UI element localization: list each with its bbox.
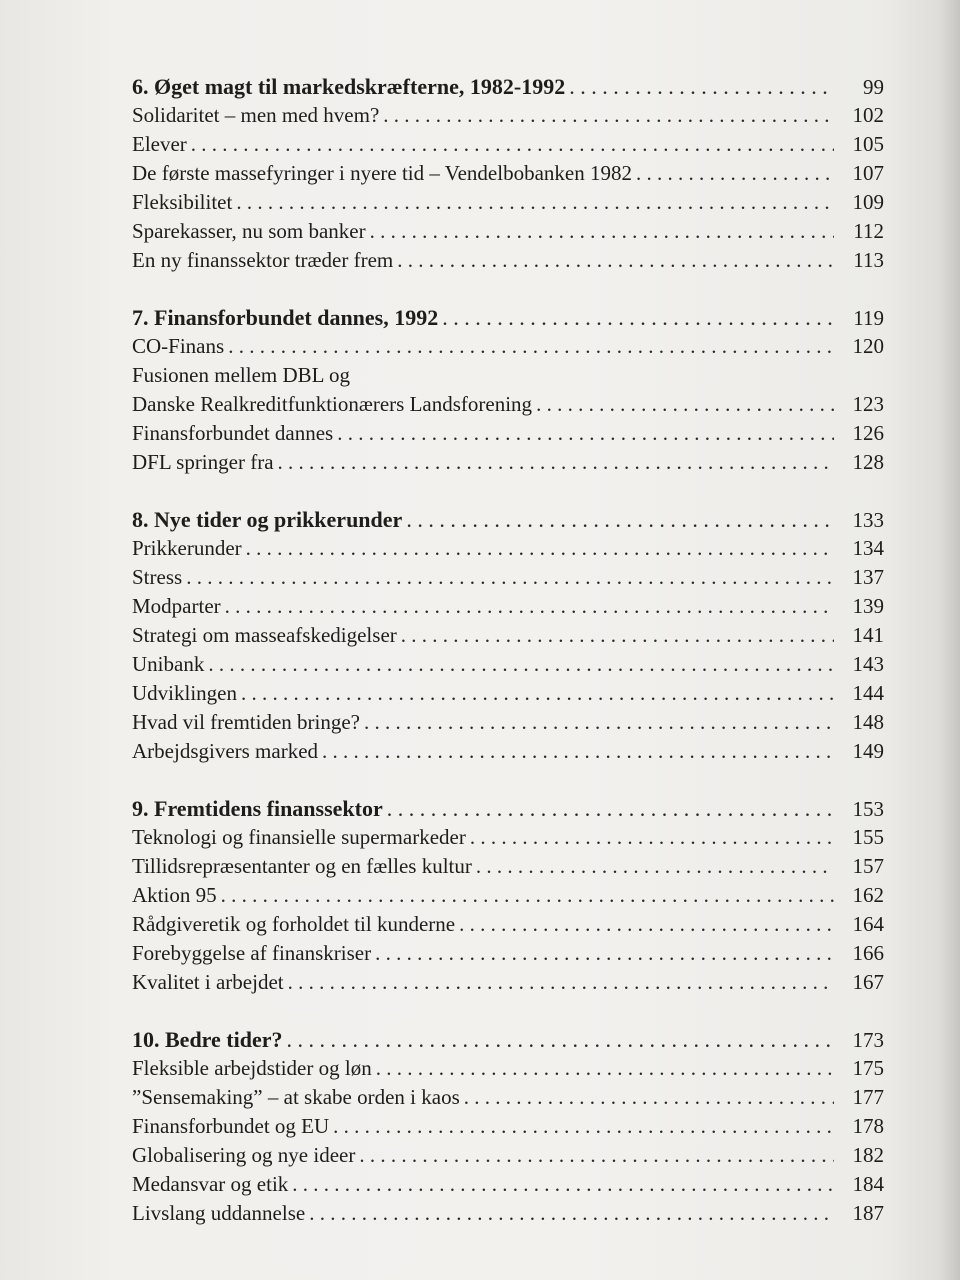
dot-leader	[186, 563, 834, 592]
entry-title: De første massefyringer i nyere tid – Vendelbobanken 1982	[132, 161, 632, 185]
toc-entry	[132, 217, 884, 246]
dot-leader	[225, 592, 834, 621]
entry-title: Arbejdsgivers marked	[132, 739, 319, 763]
entry-title: Prikkerunder	[132, 536, 242, 560]
page-number: 113	[853, 248, 884, 272]
entry-title: Forebyggelse af finanskriser	[132, 941, 372, 965]
dot-leader	[292, 1170, 834, 1199]
page-number: 102	[852, 103, 884, 127]
entry-title: Aktion 95	[132, 883, 217, 907]
entry-title: Solidaritet – men med hvem?	[132, 103, 380, 127]
dot-leader	[375, 939, 834, 968]
dot-leader	[241, 679, 834, 708]
entry-title: Finansforbundet dannes	[132, 421, 334, 445]
entry-title: Fleksible arbejdstider og løn	[132, 1056, 372, 1080]
dot-leader	[287, 1025, 834, 1054]
dot-leader	[636, 159, 834, 188]
page-number: 148	[852, 710, 884, 734]
toc-entry	[132, 1083, 884, 1112]
chapter-heading	[132, 303, 884, 332]
entry-title: Kvalitet i arbejdet	[132, 970, 284, 994]
chapter-heading	[132, 794, 884, 823]
entry-title: DFL springer fra	[132, 450, 274, 474]
toc-entry	[132, 939, 884, 968]
entry-title: Unibank	[132, 652, 205, 676]
page-number: 109	[852, 190, 884, 214]
chapter-7-section	[132, 303, 884, 477]
dot-leader	[191, 130, 834, 159]
dot-leader	[246, 534, 834, 563]
page-number: 182	[852, 1143, 884, 1167]
toc-entry	[132, 1054, 884, 1083]
page-number: 173	[852, 1028, 884, 1052]
dot-leader	[221, 881, 834, 910]
page-number: 126	[852, 421, 884, 445]
page-number: 99	[863, 75, 884, 99]
dot-leader	[208, 650, 834, 679]
chapter-title: 8. Nye tider og prikkerunder	[132, 507, 403, 532]
dot-leader	[376, 1054, 834, 1083]
entry-title: Elever	[132, 132, 187, 156]
chapter-title: 6. Øget magt til markedskræfterne, 1982-1992	[132, 74, 566, 99]
toc-entry	[132, 881, 884, 910]
entry-title: Sparekasser, nu som banker	[132, 219, 366, 243]
dot-leader	[337, 419, 834, 448]
page-number: 128	[852, 450, 884, 474]
toc-entry	[132, 390, 884, 419]
entry-title: ”Sensemaking” – at skabe orden i kaos	[132, 1085, 460, 1109]
page-number: 133	[852, 508, 884, 532]
entry-title: Stress	[132, 565, 183, 589]
chapter-heading	[132, 505, 884, 534]
entry-title: Livslang uddannelse	[132, 1201, 306, 1225]
page-number: 112	[853, 219, 884, 243]
dot-leader	[370, 217, 834, 246]
toc-entry	[132, 679, 884, 708]
page-number: 123	[852, 392, 884, 416]
entry-title: Udviklingen	[132, 681, 237, 705]
toc-entry	[132, 968, 884, 997]
dot-leader	[309, 1199, 834, 1228]
dot-leader	[278, 448, 834, 477]
toc-entry	[132, 361, 884, 390]
toc-entry	[132, 823, 884, 852]
toc-entry	[132, 910, 884, 939]
dot-leader	[464, 1083, 834, 1112]
page-number: 187	[852, 1201, 884, 1225]
page-number: 175	[852, 1056, 884, 1080]
page-number: 166	[852, 941, 884, 965]
dot-leader	[333, 1112, 834, 1141]
dot-leader	[383, 101, 834, 130]
toc-entry	[132, 101, 884, 130]
entry-title: En ny finanssektor træder frem	[132, 248, 394, 272]
toc-entry	[132, 737, 884, 766]
page-number: 149	[852, 739, 884, 763]
chapter-10-section	[132, 1025, 884, 1228]
toc-entry	[132, 650, 884, 679]
chapter-title: 10. Bedre tider?	[132, 1027, 283, 1052]
page-number: 120	[852, 334, 884, 358]
chapter-title: 9. Fremtidens finanssektor	[132, 796, 383, 821]
toc-entry	[132, 1170, 884, 1199]
dot-leader	[536, 390, 834, 419]
page-number: 178	[852, 1114, 884, 1138]
dot-leader	[387, 794, 834, 823]
toc-entry	[132, 563, 884, 592]
page-number: 155	[852, 825, 884, 849]
entry-title: CO-Finans	[132, 334, 225, 358]
page-number: 144	[852, 681, 884, 705]
dot-leader	[228, 332, 834, 361]
chapter-title: 7. Finansforbundet dannes, 1992	[132, 305, 439, 330]
page-number: 177	[852, 1085, 884, 1109]
toc-entry	[132, 852, 884, 881]
dot-leader	[401, 621, 834, 650]
entry-title: Fusionen mellem DBL og	[132, 363, 350, 387]
toc-entry	[132, 419, 884, 448]
toc-entry	[132, 1141, 884, 1170]
page-number: 137	[852, 565, 884, 589]
dot-leader	[406, 505, 834, 534]
dot-leader	[442, 303, 834, 332]
entry-title: Fleksibilitet	[132, 190, 233, 214]
dot-leader	[459, 910, 834, 939]
page-number: 119	[853, 306, 884, 330]
page-number: 141	[852, 623, 884, 647]
chapter-heading	[132, 72, 884, 101]
dot-leader	[569, 72, 834, 101]
page-number: 153	[852, 797, 884, 821]
page-number: 134	[852, 536, 884, 560]
page-number: 139	[852, 594, 884, 618]
toc-entry	[132, 1199, 884, 1228]
page-number: 162	[852, 883, 884, 907]
entry-title: Finansforbundet og EU	[132, 1114, 330, 1138]
dot-leader	[476, 852, 834, 881]
page-number: 105	[852, 132, 884, 156]
toc-entry	[132, 592, 884, 621]
entry-title: Tillidsrepræsentanter og en fælles kultur	[132, 854, 472, 878]
dot-leader	[364, 708, 834, 737]
dot-leader	[397, 246, 834, 275]
toc-entry	[132, 188, 884, 217]
page-edge-shadow	[938, 0, 960, 1280]
toc-entry	[132, 159, 884, 188]
toc-entry	[132, 130, 884, 159]
toc-entry	[132, 246, 884, 275]
toc-entry	[132, 708, 884, 737]
chapter-9-section	[132, 794, 884, 997]
chapter-8-section	[132, 505, 884, 766]
page-number: 164	[852, 912, 884, 936]
page-number: 167	[852, 970, 884, 994]
entry-title: Strategi om masseafskedigelser	[132, 623, 397, 647]
dot-leader	[236, 188, 834, 217]
entry-title: Modparter	[132, 594, 221, 618]
entry-title: Hvad vil fremtiden bringe?	[132, 710, 361, 734]
entry-title: Globalisering og nye ideer	[132, 1143, 356, 1167]
chapter-6-section	[132, 72, 884, 275]
toc-entry	[132, 534, 884, 563]
page-number: 143	[852, 652, 884, 676]
dot-leader	[359, 1141, 834, 1170]
chapter-heading	[132, 1025, 884, 1054]
toc-entry	[132, 448, 884, 477]
page-number: 157	[852, 854, 884, 878]
dot-leader	[322, 737, 834, 766]
dot-leader	[470, 823, 834, 852]
page-number: 184	[852, 1172, 884, 1196]
entry-title: Danske Realkreditfunktionærers Landsforening	[132, 392, 533, 416]
entry-title: Teknologi og finansielle supermarkeder	[132, 825, 466, 849]
toc-entry	[132, 1112, 884, 1141]
entry-title: Medansvar og etik	[132, 1172, 289, 1196]
toc-entry	[132, 332, 884, 361]
entry-title: Rådgiveretik og forholdet til kunderne	[132, 912, 456, 936]
page-number: 107	[852, 161, 884, 185]
table-of-contents	[132, 72, 884, 1256]
toc-entry	[132, 621, 884, 650]
dot-leader	[288, 968, 834, 997]
